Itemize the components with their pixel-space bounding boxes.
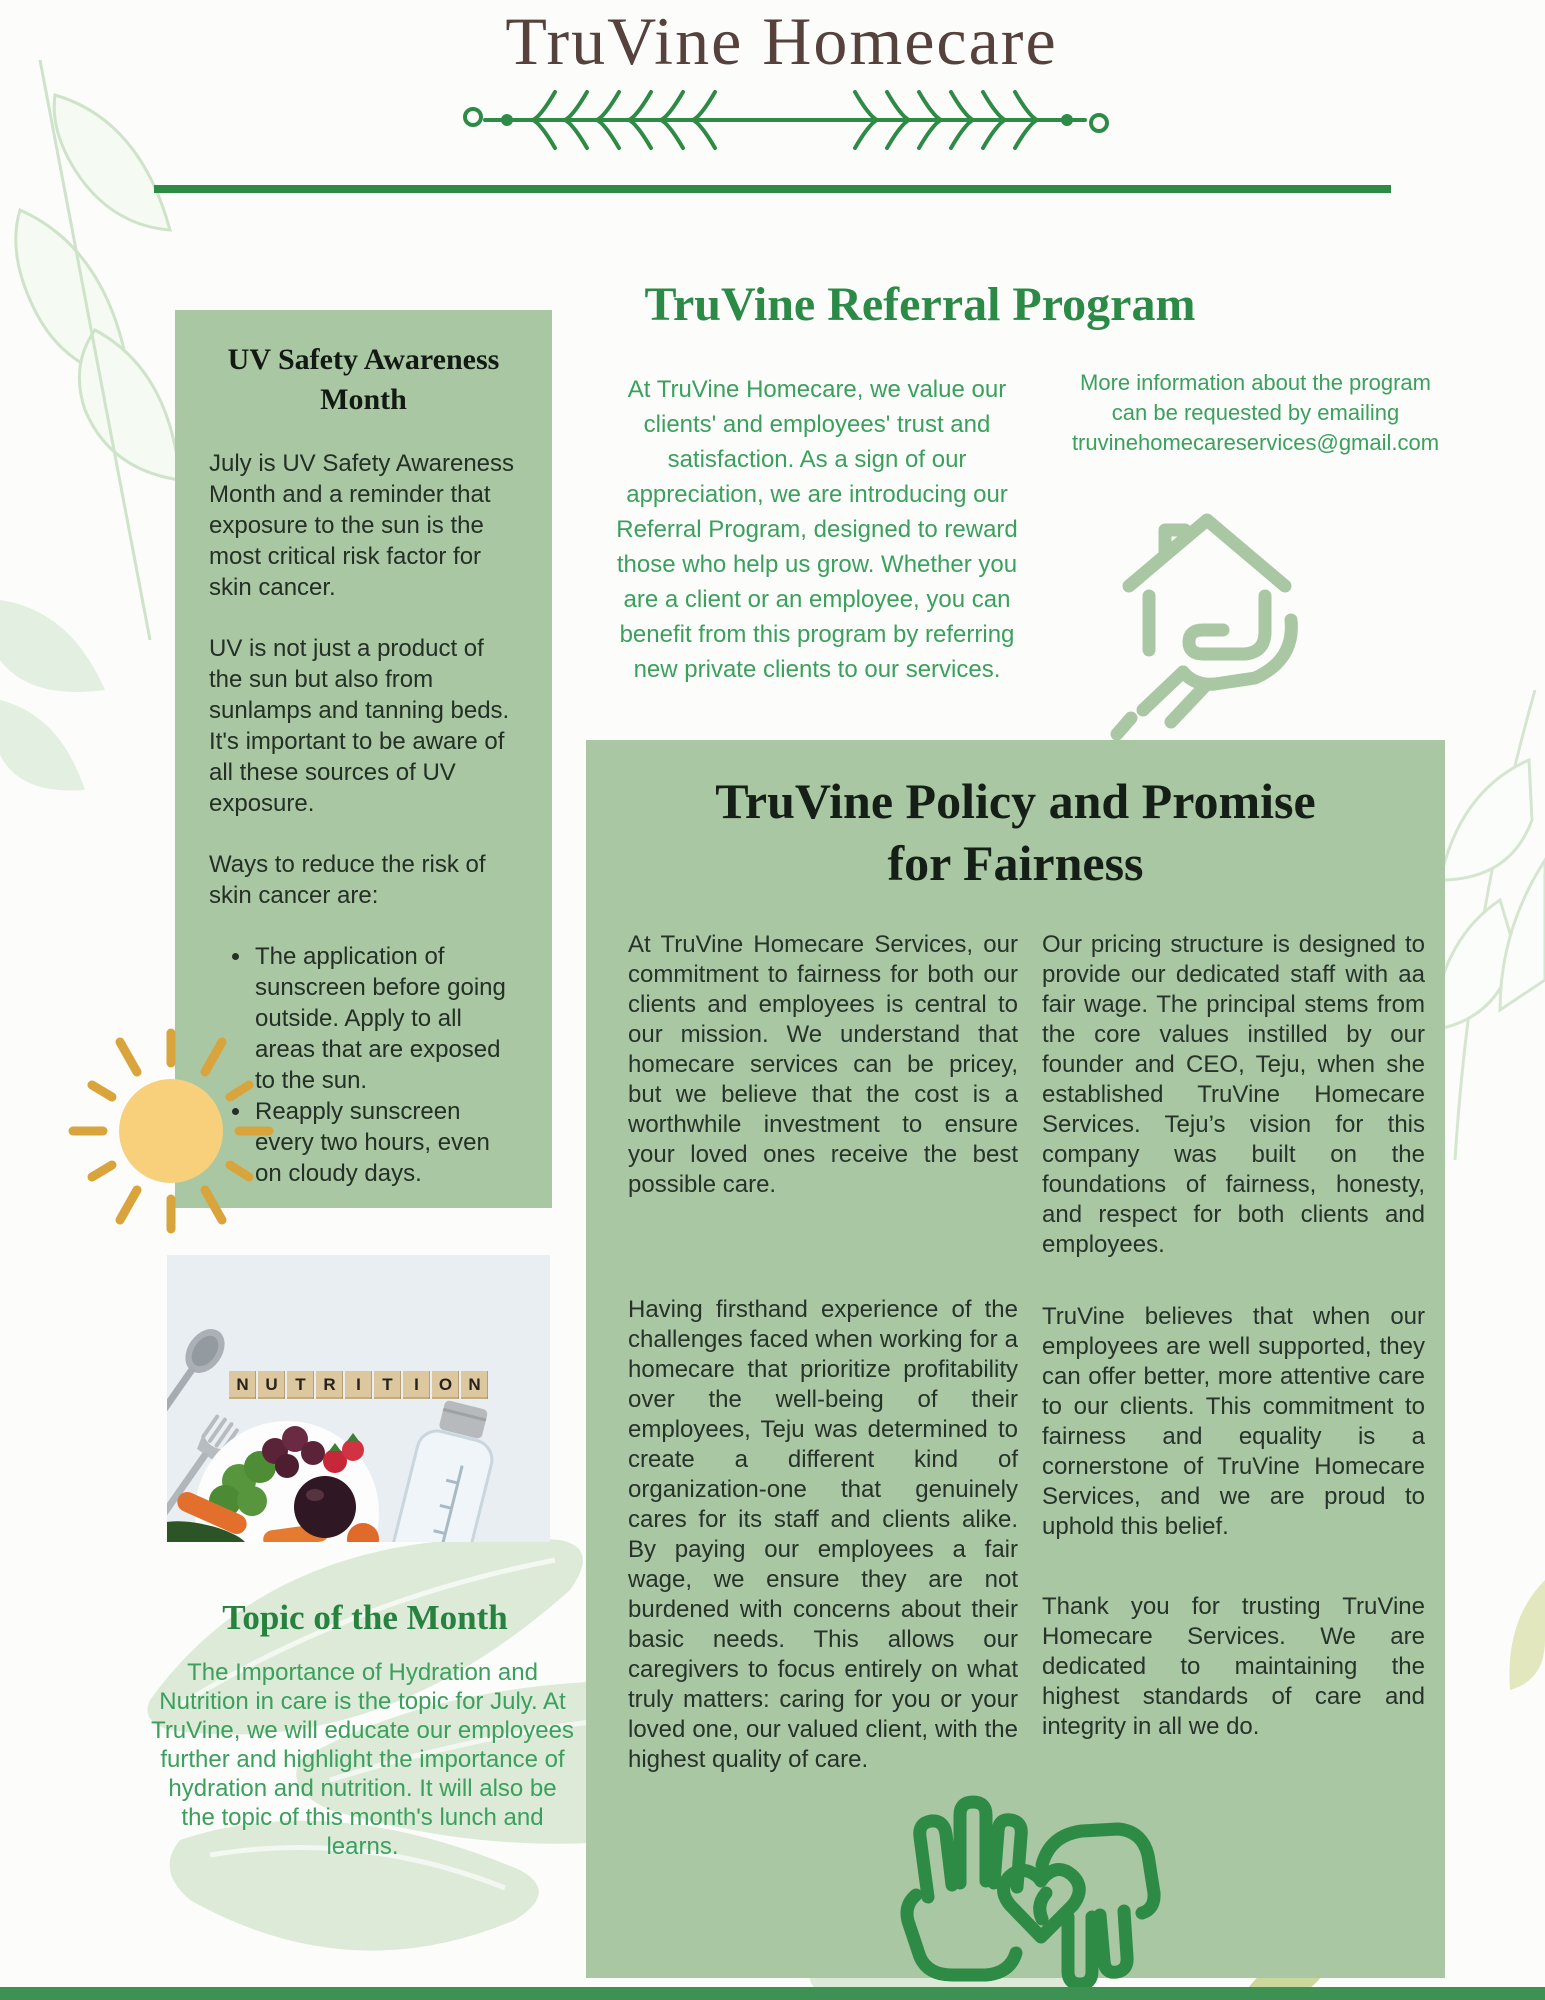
sun-icon — [66, 1027, 276, 1243]
letter-tile: R — [316, 1371, 343, 1399]
uv-box-title: UV Safety Awareness Month — [227, 343, 500, 416]
policy-right-paragraph-3: Thank you for trusting TruVine Homecare Services. We are dedicated to maintaining the highest standards of care and integrity in all we do. — [1042, 1593, 1425, 1740]
uv-paragraph-2: UV is not just a product of the sun but also from sunlamps and tanning beds. It's important to be aware of all these sources of UV exposure. — [209, 635, 510, 817]
header-rule — [154, 185, 1391, 193]
uv-paragraph-3: Ways to reduce the risk of skin cancer are: — [209, 851, 486, 909]
nutrition-photo — [167, 1255, 550, 1542]
policy-column-left — [628, 930, 1018, 1775]
footer-bar — [0, 1987, 1545, 2000]
policy-columns — [628, 930, 1445, 1775]
policy-left-paragraph-1: At TruVine Homecare Services, our commitment to fairness for both our clients and employees is central to our mission. We understand that homecare services can be pricey, but we believe that the cost is a worthwhile investment to ensure your loved ones receive the best possible care. — [628, 931, 1018, 1198]
hands-heart-icon — [870, 1775, 1170, 1990]
policy-heading — [586, 770, 1445, 894]
house-in-hand-icon — [1095, 500, 1315, 740]
referral-info — [1048, 368, 1463, 458]
letter-tile: I — [403, 1371, 430, 1399]
referral-email: truvinehomecareservices@gmail.com — [1071, 430, 1440, 455]
water-bottle — [384, 1396, 504, 1542]
policy-right-paragraph-2: TruVine believes that when our employees are well supported, they can offer better, more attentive care to our clients. This commitment to fairness and equality is a cornerstone of TruVine Homecare Services, and we are proud to uphold this belief. — [1042, 1303, 1425, 1540]
referral-info-line: More information about the program — [1080, 370, 1431, 395]
referral-heading: TruVine Referral Program — [644, 278, 1196, 331]
letter-tile: I — [345, 1371, 372, 1399]
policy-heading-line2: for Fairness — [887, 835, 1144, 891]
uv-paragraph-1: July is UV Safety Awareness Month and a reminder that exposure to the sun is the most critical risk factor for skin cancer. — [209, 450, 515, 601]
letter-tile: N — [229, 1371, 256, 1399]
topic-body: The Importance of Hydration and Nutrition in care is the topic for July. At TruVine, we will educate our employees further and highlight the importance of hydration and nutrition. It will also be the topic of this month's lunch and learns. — [151, 1659, 574, 1860]
topic-heading: Topic of the Month — [222, 1598, 508, 1637]
letter-tile: O — [432, 1371, 459, 1399]
uv-bullet-item: • The application of sunscreen before going outside. Apply to all areas that are exposed to the sun. — [253, 941, 518, 1096]
nutrition-letter-tiles — [229, 1371, 488, 1399]
letter-tile: T — [287, 1371, 314, 1399]
referral-info-line: can be requested by emailing — [1111, 400, 1400, 425]
policy-left-paragraph-2: Having firsthand experience of the challenges faced when working for a homecare that prioritize profitability over the well-being of their employees, Teju was determined to create a different kind of organization-one that genuinely cares for its staff and clients alike. By paying our employees a fair wage, we ensure they are not burdened with concerns about their basic needs. This allows our caregivers to focus entirely on what truly matters: caring for you or your loved one, our valued client, with the highest quality of care. — [628, 1296, 1018, 1773]
referral-body: At TruVine Homecare, we value our clients' and employees' trust and satisfaction. As a sign of our appreciation, we are introducing our Referral Program, designed to reward those who help us grow. Whether you are a client or an employee, you can benefit from this program by referring new private clients to our services. — [616, 376, 1018, 683]
letter-tile: U — [258, 1371, 285, 1399]
policy-column-right — [1042, 930, 1425, 1775]
brand-title: TruVine Homecare — [505, 3, 1058, 79]
laurel-divider-icon — [455, 80, 1115, 160]
uv-bullet-item: • Reapply sunscreen every two hours, even on cloudy days. — [253, 1096, 518, 1189]
policy-heading-line1: TruVine Policy and Promise — [715, 773, 1316, 829]
policy-right-paragraph-1: Our pricing structure is designed to provide our dedicated staff with aa fair wage. The principal stems from the core values instilled by our founder and CEO, Teju, when she established TruVine Homecare Services. Teju’s vision for this company was built on the foundations of fairness, honesty, and respect for both clients and employees. — [1042, 931, 1425, 1258]
letter-tile: T — [374, 1371, 401, 1399]
letter-tile: N — [461, 1371, 488, 1399]
